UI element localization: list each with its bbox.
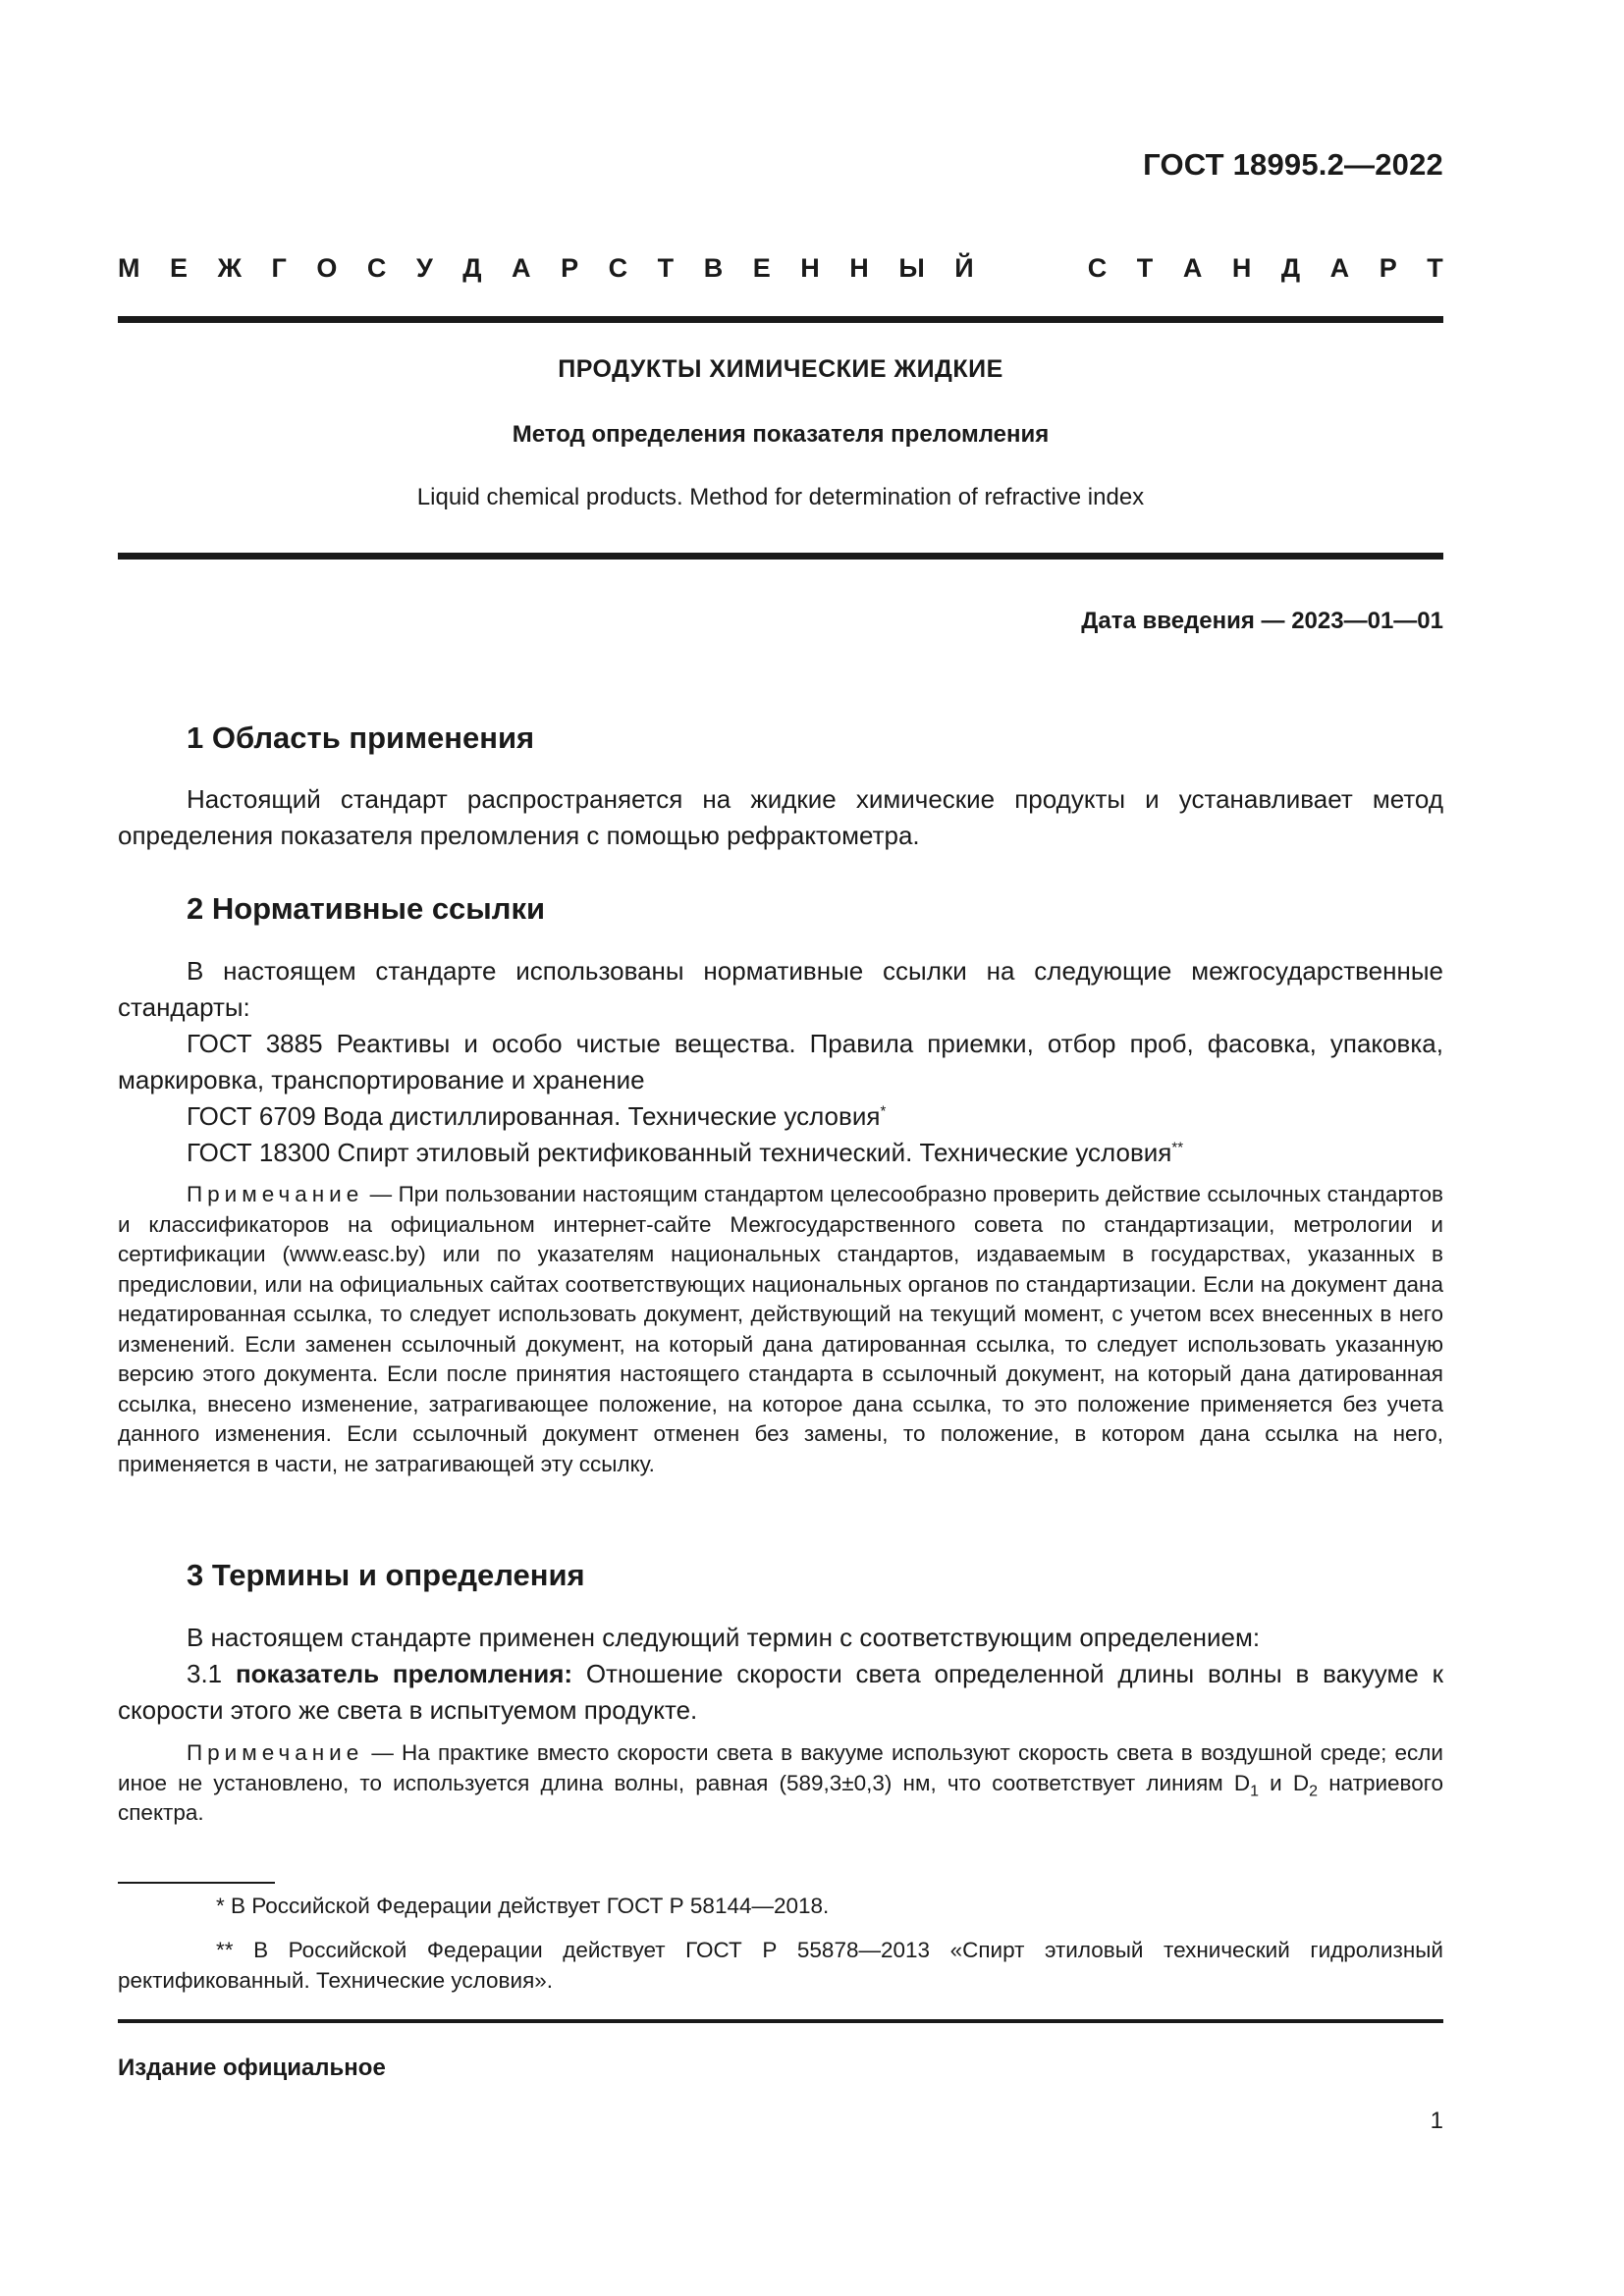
letter: Ы <box>898 253 925 283</box>
footnote-mark: * <box>880 1102 887 1120</box>
edition-label: Издание официальное <box>118 2055 386 2081</box>
section-1-text <box>118 781 1443 854</box>
reference-text: ГОСТ 6709 Вода дистиллированная. Технические условия <box>187 1101 881 1131</box>
letter: У <box>415 253 433 283</box>
word-gap <box>1003 253 1057 284</box>
letter: В <box>703 253 724 283</box>
letter: А <box>1182 253 1203 283</box>
page-number: 1 <box>1430 2108 1443 2134</box>
document-number: ГОСТ 18995.2—2022 <box>1143 147 1443 182</box>
section-2-heading: 2 Нормативные ссылки <box>187 891 546 926</box>
footnote-mark: * <box>216 1894 225 1918</box>
section-2-intro <box>118 953 1443 1026</box>
letter: С <box>366 253 387 283</box>
footnote-item <box>118 1891 1443 1921</box>
standard-type-heading <box>118 253 1443 284</box>
letter: Н <box>800 253 820 283</box>
letter: Д <box>462 253 482 283</box>
letter: Е <box>170 253 189 283</box>
letter: М <box>118 253 140 283</box>
letter: Т <box>1136 253 1154 283</box>
footnote-text: В Российской Федерации действует ГОСТ Р 55878—2013 «Спирт этиловый технический гидролизный ректификованный. Технические условия». <box>118 1938 1443 1993</box>
letter: Н <box>849 253 869 283</box>
note-label: Примечание <box>187 1182 364 1206</box>
letter: Т <box>657 253 675 283</box>
footnote-text: В Российской Федерации действует ГОСТ Р 58144—2018. <box>224 1894 830 1918</box>
title-main: ПРОДУКТЫ ХИМИЧЕСКИЕ ЖИДКИЕ <box>558 355 1003 383</box>
intro-date: Дата введения — 2023—01—01 <box>1081 608 1443 634</box>
note-text: — На практике вместо скорости света в вакууме используют скорость света в воздушной среде; если иное не установлено, то используется длина волны, равная (589,3±0,3) нм, что соответствует линиям <box>118 1740 1443 1795</box>
letter: Д <box>1280 253 1301 283</box>
section-3-intro-text: В настоящем стандарте применен следующий термин с соответствующим определением: <box>187 1623 1261 1652</box>
reference-text: ГОСТ 18300 Спирт этиловый ректификованный технический. Технические условия <box>187 1138 1172 1167</box>
note-text: — При пользовании настоящим стандартом целесообразно проверить действие ссылочных стандартов и классификаторов на официальном интернет-сайте Межгосударственного совета по стандартизации, метрологии и сертификации (www.easc.by) или по указателям национальных стандартов, издаваемым в государствах, указанных в предисловии, или на официальных сайтах соответствующих национальных органов по стандартизации. Если на документ дана недатированная ссылка, то следует использовать документ, действующий на текущий момент, с учетом всех внесенных в него изменений. Если заменен ссылочный документ, на который дана датированная ссылка, то следует использовать указанную версию этого документа. Если после принятия настоящего стандарта в ссылочный документ, на который дана датированная ссылка, внесено изменение, затрагивающее положение, на которое дана ссылка, то это положение применяется без учета данного изменения. Если ссылочный документ отменен без замены, то положение, в котором дана ссылка на него, применяется в части, не затрагивающей эту ссылку. <box>118 1182 1443 1476</box>
title-sub: Метод определения показателя преломления <box>512 421 1050 448</box>
letter: С <box>608 253 628 283</box>
reference-item <box>118 1026 1443 1098</box>
title-english: Liquid chemical products. Method for determination of refractive index <box>416 484 1145 510</box>
section-3-intro <box>118 1620 1443 1656</box>
term-definition-text: Отношение скорости света определенной длины волны в вакууме к скорости этого же света в испытуемом продукте. <box>118 1659 1443 1725</box>
footnote-mark: ** <box>216 1938 234 1962</box>
letter: А <box>512 253 531 283</box>
line-d2: $D_2$ <box>1292 1770 1319 1799</box>
term-number: 3.1 <box>187 1659 223 1688</box>
letter: Й <box>954 253 974 283</box>
section-3-heading: 3 Термины и определения <box>187 1558 585 1592</box>
footnote-item <box>118 1935 1443 1996</box>
section-2-intro-text: В настоящем стандарте использованы нормативные ссылки на следующие межгосударственные стандарты: <box>118 956 1443 1022</box>
letter: Ж <box>217 253 242 283</box>
section-1-body: Настоящий стандарт распространяется на жидкие химические продукты и устанавливает метод определения показателя преломления с помощью рефрактометра. <box>118 784 1443 850</box>
line-d1: $D_1$ <box>1233 1770 1260 1799</box>
header-rule <box>118 316 1443 323</box>
reference-text: ГОСТ 3885 Реактивы и особо чистые вещества. Правила приемки, отбор проб, фасовка, упаковка, маркировка, транспортирование и хранение <box>118 1029 1443 1095</box>
footnote-rule <box>118 1882 275 1884</box>
reference-item <box>118 1135 1443 1171</box>
letter: Н <box>1231 253 1252 283</box>
letter: О <box>316 253 338 283</box>
note-label: Примечание <box>187 1740 364 1765</box>
term-definition <box>118 1656 1443 1729</box>
section-1-heading: 1 Область применения <box>187 721 535 755</box>
document-page <box>118 0 1443 2296</box>
footer-rule <box>118 2019 1443 2023</box>
section-2-note <box>118 1180 1443 1479</box>
title-rule <box>118 553 1443 560</box>
letter: Р <box>561 253 579 283</box>
footnote-mark: ** <box>1171 1139 1184 1156</box>
letter: Р <box>1379 253 1397 283</box>
letter: Е <box>752 253 771 283</box>
letter: Г <box>271 253 287 283</box>
letter: С <box>1087 253 1108 283</box>
letter: Т <box>1427 253 1443 283</box>
term-name: показатель преломления: <box>235 1659 573 1688</box>
section-3-note: Примечание — На практике вместо скорости света в вакууме используют скорость света в воздушной среде; если иное не установлено, то используется длина волны, равная (589,3±0,3) нм, что соответствует линиям $D_1$ и $D_2$ натриевого спектра. <box>118 1740 1443 1825</box>
reference-item <box>118 1098 1443 1135</box>
letter: А <box>1329 253 1350 283</box>
